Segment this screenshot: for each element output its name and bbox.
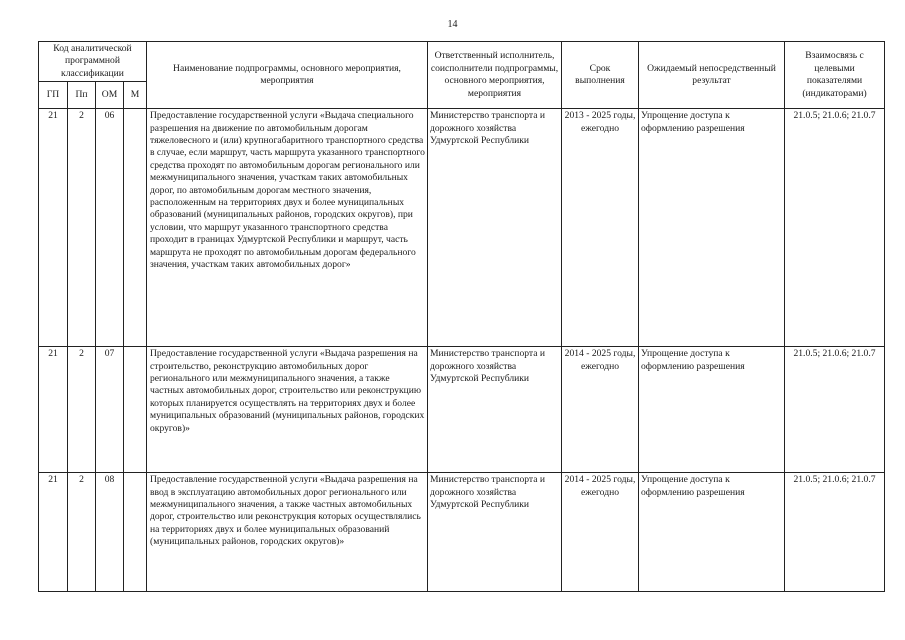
cell-term: 2014 - 2025 годы, ежегодно (562, 347, 639, 473)
cell-result: Упрощение доступа к оформлению разрешения (639, 347, 785, 473)
header-code-group: Код аналитической программной классификации (39, 42, 147, 82)
cell-om: 06 (96, 109, 124, 347)
cell-m (124, 473, 147, 592)
program-activities-table (38, 41, 885, 592)
header-result: Ожидаемый непосредственный результат (639, 42, 785, 109)
cell-responsible: Министерство транспорта и дорожного хозяйства Удмуртской Республики (428, 347, 562, 473)
cell-gp: 21 (39, 347, 68, 473)
cell-indicators: 21.0.5; 21.0.6; 21.0.7 (785, 109, 885, 347)
cell-pp: 2 (68, 473, 96, 592)
cell-responsible: Министерство транспорта и дорожного хозяйства Удмуртской Республики (428, 473, 562, 592)
cell-m (124, 347, 147, 473)
cell-indicators: 21.0.5; 21.0.6; 21.0.7 (785, 473, 885, 592)
cell-name: Предоставление государственной услуги «Выдача разрешения на строительство, реконструкцию автомобильных дорог регионального или межмуниципального значения, а также частных автомобильных дорог, строительство или реконструкцию которых планируется осуществлять на территориях двух и более муниципальных образований (муниципальных районов, городских округов)» (147, 347, 428, 473)
table-row (39, 347, 885, 473)
cell-responsible: Министерство транспорта и дорожного хозяйства Удмуртской Республики (428, 109, 562, 347)
cell-gp: 21 (39, 473, 68, 592)
table-row (39, 109, 885, 347)
header-om: ОМ (96, 82, 124, 109)
header-m: М (124, 82, 147, 109)
cell-pp: 2 (68, 109, 96, 347)
cell-name: Предоставление государственной услуги «Выдача специального разрешения на движение по автомобильным дорогам тяжеловесного и (или) крупногабаритного транспортного средства в случае, если маршрут, часть маршрута указанного транспортного средства проходят по автомобильным дорогам регионального или межмуниципального значения, участкам таких автомобильных дорог, по автомобильным дорогам местного значения, расположенным на территориях двух и более муниципальных образований (муниципальных районов, городских округов), при условии, что маршрут указанного транспортного средства проходит в границах Удмуртской Республики и маршрут, часть маршрута не проходят по автомобильным дорогам федерального значения, участкам таких автомобильных дорог» (147, 109, 428, 347)
table-row (39, 473, 885, 592)
cell-result: Упрощение доступа к оформлению разрешения (639, 109, 785, 347)
page-number: 14 (447, 19, 458, 30)
cell-result: Упрощение доступа к оформлению разрешения (639, 473, 785, 592)
cell-indicators: 21.0.5; 21.0.6; 21.0.7 (785, 347, 885, 473)
cell-gp: 21 (39, 109, 68, 347)
header-term: Срок выполнения (562, 42, 639, 109)
header-name: Наименование подпрограммы, основного мероприятия, мероприятия (147, 42, 428, 109)
header-gp: ГП (39, 82, 68, 109)
header-pp: Пп (68, 82, 96, 109)
header-row (39, 42, 885, 82)
cell-m (124, 109, 147, 347)
header-responsible: Ответственный исполнитель, соисполнители подпрограммы, основного мероприятия, мероприятия (428, 42, 562, 109)
cell-om: 08 (96, 473, 124, 592)
cell-term: 2014 - 2025 годы, ежегодно (562, 473, 639, 592)
cell-pp: 2 (68, 347, 96, 473)
cell-om: 07 (96, 347, 124, 473)
cell-name: Предоставление государственной услуги «Выдача разрешения на ввод в эксплуатацию автомобильных дорог регионального или межмуниципального значения, а также частных автомобильных дорог, строительство или реконструкция которых осуществлялись на территориях двух и более муниципальных образований (муниципальных районов, городских округов)» (147, 473, 428, 592)
cell-term: 2013 - 2025 годы, ежегодно (562, 109, 639, 347)
header-indicators: Взаимосвязь с целевыми показателями (индикаторами) (785, 42, 885, 109)
